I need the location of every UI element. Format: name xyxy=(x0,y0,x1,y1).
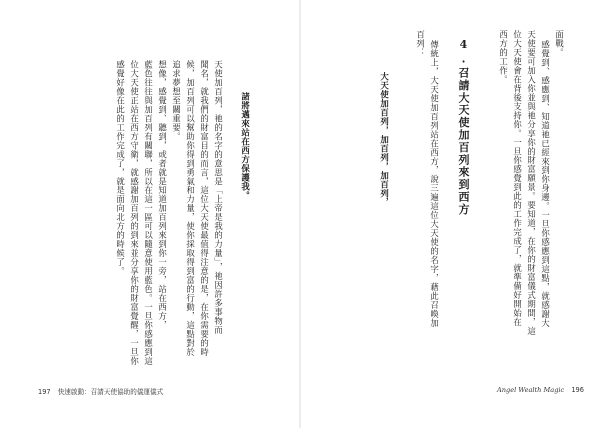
left-page xyxy=(0,0,299,428)
right-page xyxy=(301,0,600,428)
body-column: 藍色往往與加百列有關聯，所以在這一區可以隨意使用藍色。一旦你感應到這 xyxy=(143,60,154,366)
section-heading: 4.召請大天使加百列來到西方 xyxy=(457,38,470,216)
invocation-line: 大天使加百列，加百列，加百列， xyxy=(379,72,390,207)
body-column: 感覺好像在此的工作完成了，就是面向北方的時候了。 xyxy=(115,60,126,276)
page-footer xyxy=(38,386,163,396)
invocation-line: 諸將邁來站在西方保護我。 xyxy=(240,92,251,200)
body-column: 想像，感覺到、聽到，或者就是知道加百列來到你一旁，站在西方， xyxy=(157,60,168,330)
body-column: 追求夢想至關重要。 xyxy=(171,60,182,141)
body-column: 西方的工作。 xyxy=(498,30,509,84)
running-title: 快速啟動：召請天使協助的儀運儀式 xyxy=(57,388,164,396)
body-column: 位大天使會在背後支持你。一旦你感覺到此的工作完成了，就準備好開始在 xyxy=(512,30,523,327)
page-footer xyxy=(497,386,584,394)
body-column: 天使要可加入你並與祂分享你的財富願景。要知道，在你的財富儀式期間，這 xyxy=(526,30,537,336)
page-number: 197 xyxy=(38,388,51,396)
body-column: 天使加百列，祂的名字的意思是「上帝是我的力量」，祂因許多事物而 xyxy=(213,60,224,335)
running-title: Angel Wealth Magic xyxy=(497,386,565,394)
body-column: 位大天使正站在西方守衛，就感謝加百列的到來並分享你的財富覺醒，一旦你 xyxy=(129,60,140,366)
body-column: 候，加百列可以幫助你得到勇氣和力量，使你採取得到富的行動，這點對於 xyxy=(185,60,196,357)
page-number: 196 xyxy=(571,386,584,394)
body-column: 聞名，就我們的財富目的而言，這位大天使最值得注意的是，在你需要的時 xyxy=(199,60,210,357)
body-column: 感覺到、感應到、知道祂已經來到你身邊。一旦你感應到這點，就感謝大 xyxy=(540,40,551,328)
body-column: 百列： xyxy=(415,30,426,57)
body-column: 面戰。 xyxy=(554,30,565,57)
body-column: 傳統上，大天使加百列站在西方，說三遍這位大天使的名字，藉此召喚加 xyxy=(429,40,440,328)
